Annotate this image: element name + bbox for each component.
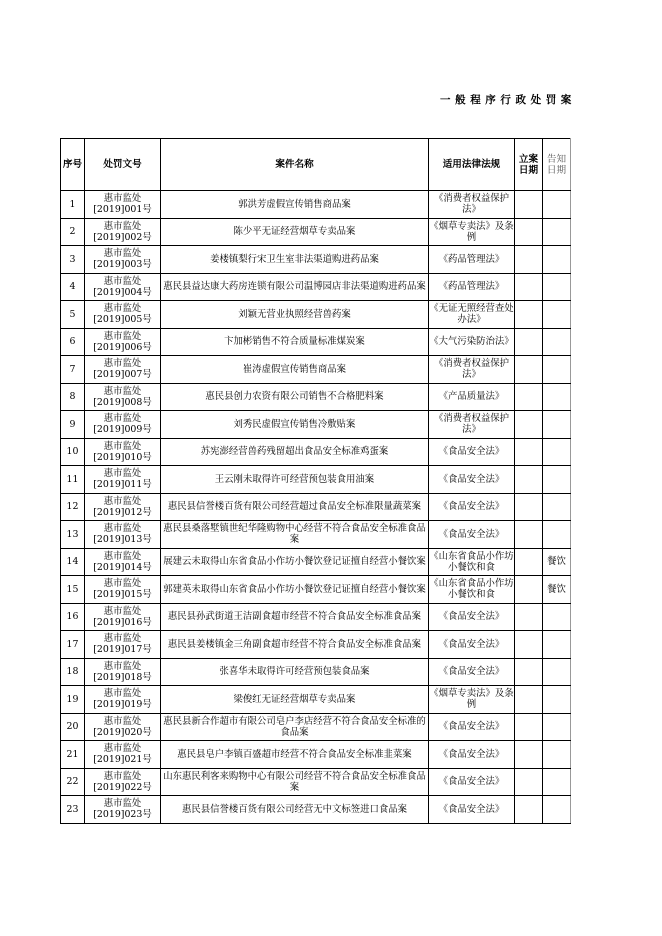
cell-case-name: 郭洪芳虚假宣传销售商品案 — [161, 191, 429, 219]
cell-notice-date — [543, 191, 571, 219]
cell-seq: 18 — [61, 658, 85, 686]
cell-doc-no: 惠市监处[2019]012号 — [85, 493, 161, 521]
cell-case-name: 惠民县皂户李镇百盛超市经营不符合食品安全标准韭菜案 — [161, 741, 429, 769]
cell-doc-no: 惠市监处[2019]018号 — [85, 658, 161, 686]
cell-law: 《消费者权益保护法》 — [429, 356, 515, 384]
cell-doc-no: 惠市监处[2019]022号 — [85, 768, 161, 796]
cell-seq: 16 — [61, 603, 85, 631]
cell-case-name: 王云刚未取得许可经营预包装食用油案 — [161, 466, 429, 494]
cell-law: 《食品安全法》 — [429, 631, 515, 659]
cell-case-name: 惠民县姜楼镇金三角副食超市经营不符合食品安全标准食品案 — [161, 631, 429, 659]
header-doc-no: 处罚文号 — [85, 139, 161, 191]
cell-law: 《消费者权益保护法》 — [429, 411, 515, 439]
cell-notice-date — [543, 273, 571, 301]
cell-seq: 4 — [61, 273, 85, 301]
cell-case-name: 惠民县信誉楼百货有限公司经营超过食品安全标准限量蔬菜案 — [161, 493, 429, 521]
cell-case-name: 崔涛虚假宣传销售商品案 — [161, 356, 429, 384]
cell-seq: 14 — [61, 548, 85, 576]
cell-notice-date — [543, 658, 571, 686]
cell-law: 《药品管理法》 — [429, 246, 515, 274]
table-row — [61, 603, 571, 631]
cell-law: 《食品安全法》 — [429, 521, 515, 549]
cell-seq: 22 — [61, 768, 85, 796]
table-row — [61, 493, 571, 521]
cell-seq: 7 — [61, 356, 85, 384]
cell-notice-date — [543, 356, 571, 384]
cell-filing-date — [515, 466, 543, 494]
cell-notice-date — [543, 796, 571, 824]
cell-filing-date — [515, 273, 543, 301]
cell-case-name: 惠民县益达康大药房连锁有限公司温博园店非法渠道购进药品案 — [161, 273, 429, 301]
page-title: 一般程序行政处罚案 — [440, 94, 576, 106]
cell-notice-date — [543, 411, 571, 439]
cell-law: 《药品管理法》 — [429, 273, 515, 301]
table-row — [61, 576, 571, 604]
cell-notice-date — [543, 218, 571, 246]
cell-doc-no: 惠市监处[2019]013号 — [85, 521, 161, 549]
table-row — [61, 796, 571, 824]
cell-filing-date — [515, 603, 543, 631]
cell-case-name: 惠民县孙武街道王洁副食超市经营不符合食品安全标准食品案 — [161, 603, 429, 631]
table-row — [61, 521, 571, 549]
table-row — [61, 411, 571, 439]
table-row — [61, 741, 571, 769]
cell-case-name: 刘秀民虚假宣传销售冷敷贴案 — [161, 411, 429, 439]
cell-law: 《无证无照经营查处办法》 — [429, 301, 515, 329]
table-row — [61, 356, 571, 384]
cell-seq: 8 — [61, 383, 85, 411]
cell-law: 《大气污染防治法》 — [429, 328, 515, 356]
cell-filing-date — [515, 356, 543, 384]
cell-filing-date — [515, 521, 543, 549]
cell-seq: 10 — [61, 438, 85, 466]
table-row — [61, 246, 571, 274]
cell-filing-date — [515, 301, 543, 329]
cell-doc-no: 惠市监处[2019]006号 — [85, 328, 161, 356]
cell-case-name: 惠民县信誉楼百货有限公司经营无中文标签进口食品案 — [161, 796, 429, 824]
cell-filing-date — [515, 686, 543, 714]
cell-law: 《食品安全法》 — [429, 741, 515, 769]
cell-doc-no: 惠市监处[2019]002号 — [85, 218, 161, 246]
cell-case-name: 惠民县创力农资有限公司销售不合格肥料案 — [161, 383, 429, 411]
cell-case-name: 苏宪澎经营兽药残留超出食品安全标准鸡蛋案 — [161, 438, 429, 466]
table-row — [61, 301, 571, 329]
cell-filing-date — [515, 246, 543, 274]
cell-doc-no: 惠市监处[2019]019号 — [85, 686, 161, 714]
cell-law: 《食品安全法》 — [429, 796, 515, 824]
cell-notice-date: 餐饮 — [543, 576, 571, 604]
cell-seq: 3 — [61, 246, 85, 274]
cell-seq: 12 — [61, 493, 85, 521]
header-law: 适用法律法规 — [429, 139, 515, 191]
cell-notice-date — [543, 466, 571, 494]
cell-seq: 17 — [61, 631, 85, 659]
cell-notice-date — [543, 768, 571, 796]
cell-filing-date — [515, 713, 543, 741]
cell-filing-date — [515, 218, 543, 246]
cell-notice-date — [543, 521, 571, 549]
cell-doc-no: 惠市监处[2019]001号 — [85, 191, 161, 219]
table-row — [61, 438, 571, 466]
cell-law: 《食品安全法》 — [429, 493, 515, 521]
header-notice-date: 告知日期 — [543, 139, 571, 191]
header-case-name: 案件名称 — [161, 139, 429, 191]
cell-seq: 5 — [61, 301, 85, 329]
cell-seq: 2 — [61, 218, 85, 246]
cell-case-name: 展建云未取得山东省食品小作坊小餐饮登记证擅自经营小餐饮案 — [161, 548, 429, 576]
table-row — [61, 658, 571, 686]
cell-notice-date — [543, 631, 571, 659]
cell-filing-date — [515, 658, 543, 686]
cell-doc-no: 惠市监处[2019]007号 — [85, 356, 161, 384]
cell-doc-no: 惠市监处[2019]015号 — [85, 576, 161, 604]
cell-seq: 23 — [61, 796, 85, 824]
header-filing-date: 立案日期 — [515, 139, 543, 191]
cell-law: 《食品安全法》 — [429, 603, 515, 631]
cell-filing-date — [515, 796, 543, 824]
cell-doc-no: 惠市监处[2019]008号 — [85, 383, 161, 411]
table-row — [61, 383, 571, 411]
table-body — [61, 191, 571, 824]
cell-doc-no: 惠市监处[2019]020号 — [85, 713, 161, 741]
cell-seq: 1 — [61, 191, 85, 219]
cell-case-name: 姜楼镇梨行宋卫生室非法渠道购进药品案 — [161, 246, 429, 274]
cell-doc-no: 惠市监处[2019]004号 — [85, 273, 161, 301]
table-row — [61, 631, 571, 659]
table-row — [61, 328, 571, 356]
cell-notice-date — [543, 301, 571, 329]
cell-seq: 15 — [61, 576, 85, 604]
cell-doc-no: 惠市监处[2019]021号 — [85, 741, 161, 769]
cell-filing-date — [515, 768, 543, 796]
cell-filing-date — [515, 631, 543, 659]
cell-notice-date — [543, 741, 571, 769]
header-seq: 序号 — [61, 139, 85, 191]
cell-seq: 9 — [61, 411, 85, 439]
cell-notice-date — [543, 246, 571, 274]
cell-notice-date — [543, 493, 571, 521]
cell-law: 《山东省食品小作坊小餐饮和食 — [429, 548, 515, 576]
cell-seq: 11 — [61, 466, 85, 494]
cell-law: 《食品安全法》 — [429, 768, 515, 796]
cell-law: 《山东省食品小作坊小餐饮和食 — [429, 576, 515, 604]
cell-doc-no: 惠市监处[2019]023号 — [85, 796, 161, 824]
cell-doc-no: 惠市监处[2019]010号 — [85, 438, 161, 466]
cell-case-name: 山东惠民利客来购物中心有限公司经营不符合食品安全标准食品案 — [161, 768, 429, 796]
cell-seq: 19 — [61, 686, 85, 714]
table-row — [61, 686, 571, 714]
cell-case-name: 梁俊红无证经营烟草专卖品案 — [161, 686, 429, 714]
cell-law: 《食品安全法》 — [429, 466, 515, 494]
cell-notice-date — [543, 328, 571, 356]
cell-doc-no: 惠市监处[2019]003号 — [85, 246, 161, 274]
table-row — [61, 273, 571, 301]
cell-doc-no: 惠市监处[2019]017号 — [85, 631, 161, 659]
cell-filing-date — [515, 576, 543, 604]
cell-seq: 6 — [61, 328, 85, 356]
cell-filing-date — [515, 438, 543, 466]
cell-law: 《烟草专卖法》及条例 — [429, 686, 515, 714]
cell-law: 《食品安全法》 — [429, 438, 515, 466]
cell-case-name: 卞加彬销售不符合质量标准煤炭案 — [161, 328, 429, 356]
cell-notice-date — [543, 383, 571, 411]
table-row — [61, 218, 571, 246]
cell-doc-no: 惠市监处[2019]014号 — [85, 548, 161, 576]
cell-law: 《食品安全法》 — [429, 658, 515, 686]
cell-seq: 21 — [61, 741, 85, 769]
cell-case-name: 惠民县新合作超市有限公司皂户李店经营不符合食品安全标准的食品案 — [161, 713, 429, 741]
cell-case-name: 陈少平无证经营烟草专卖品案 — [161, 218, 429, 246]
table-header-row — [61, 139, 571, 191]
table-row — [61, 191, 571, 219]
cell-notice-date: 餐饮 — [543, 548, 571, 576]
cell-case-name: 惠民县桑落墅镇世纪华隆购物中心经营不符合食品安全标准食品案 — [161, 521, 429, 549]
cell-filing-date — [515, 548, 543, 576]
cell-notice-date — [543, 713, 571, 741]
cell-doc-no: 惠市监处[2019]005号 — [85, 301, 161, 329]
cell-case-name: 郭建英未取得山东省食品小作坊小餐饮登记证擅自经营小餐饮案 — [161, 576, 429, 604]
cell-filing-date — [515, 383, 543, 411]
cell-filing-date — [515, 741, 543, 769]
table-row — [61, 548, 571, 576]
cell-notice-date — [543, 603, 571, 631]
cell-case-name: 刘颖无营业执照经营兽药案 — [161, 301, 429, 329]
cell-doc-no: 惠市监处[2019]016号 — [85, 603, 161, 631]
cell-notice-date — [543, 438, 571, 466]
cell-notice-date — [543, 686, 571, 714]
cell-law: 《消费者权益保护法》 — [429, 191, 515, 219]
cell-case-name: 张喜华未取得许可经营预包装食品案 — [161, 658, 429, 686]
cell-filing-date — [515, 411, 543, 439]
cell-filing-date — [515, 191, 543, 219]
cell-law: 《食品安全法》 — [429, 713, 515, 741]
cell-doc-no: 惠市监处[2019]009号 — [85, 411, 161, 439]
penalty-case-table — [60, 138, 571, 824]
table-row — [61, 768, 571, 796]
cell-law: 《产品质量法》 — [429, 383, 515, 411]
table-row — [61, 466, 571, 494]
table-row — [61, 713, 571, 741]
cell-law: 《烟草专卖法》及条例 — [429, 218, 515, 246]
cell-filing-date — [515, 328, 543, 356]
cell-seq: 20 — [61, 713, 85, 741]
cell-filing-date — [515, 493, 543, 521]
cell-doc-no: 惠市监处[2019]011号 — [85, 466, 161, 494]
cell-seq: 13 — [61, 521, 85, 549]
